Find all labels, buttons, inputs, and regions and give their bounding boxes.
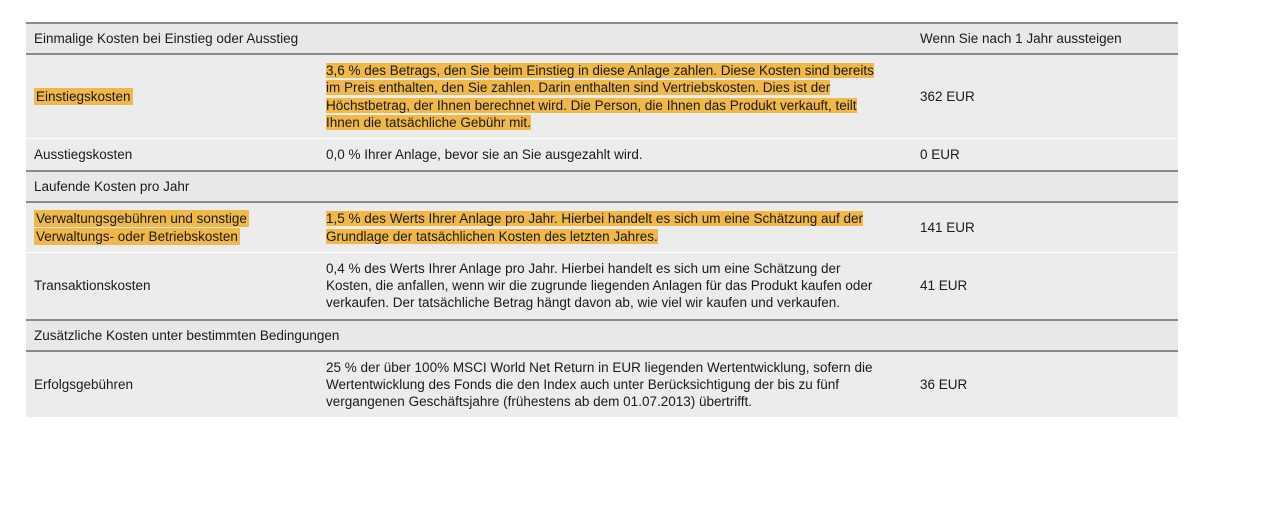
cost-item-label-text: Ausstiegskosten <box>34 147 133 163</box>
table-row <box>26 139 1178 172</box>
section-header-label: Zusätzliche Kosten unter bestimmten Bedingungen <box>26 320 1178 351</box>
section-header-label: Einmalige Kosten bei Einstieg oder Ausstieg <box>26 23 912 54</box>
section-header-period: Wenn Sie nach 1 Jahr aussteigen <box>912 23 1178 54</box>
cost-item-description-text: 1,5 % des Werts Ihrer Anlage pro Jahr. Hierbei handelt es sich um eine Schätzung auf der Grundlage der tatsächlichen Kosten des letzten Jahres. <box>326 211 864 244</box>
cost-item-description-text: 3,6 % des Betrags, den Sie beim Einstieg in diese Anlage zahlen. Diese Kosten sind bereits im Preis enthalten, den Sie zahlen. Darin enthalten sind Vertriebskosten. Dies ist der Höchstbetrag, der Ihnen berechnet wird. Die Person, die Ihnen das Produkt verkauft, teilt Ihnen die tatsächliche Gebühr mit. <box>326 63 874 130</box>
cost-item-description-text: 0,4 % des Werts Ihrer Anlage pro Jahr. Hierbei handelt es sich um eine Schätzung der Kosten, die anfallen, wenn wir die zugrunde liegenden Anlagen für das Produkt kaufen oder verkaufen. Der tatsächliche Betrag hängt davon ab, wie viel wir kaufen und verkaufen. <box>326 260 873 311</box>
cost-item-description <box>318 139 912 172</box>
cost-item-value <box>912 202 1178 252</box>
cost-item-label-text: Erfolgsgebühren <box>34 376 134 392</box>
cost-item-description <box>318 54 912 139</box>
cost-item-value-text: 141 EUR <box>920 219 975 235</box>
cost-item-value-text: 41 EUR <box>920 278 968 294</box>
cost-item-value-text: 362 EUR <box>920 88 975 104</box>
cost-item-value <box>912 252 1178 319</box>
section-header-row <box>26 171 1178 202</box>
cost-item-label <box>26 351 318 418</box>
cost-item-value <box>912 351 1178 418</box>
cost-item-label-text: Einstiegskosten <box>36 88 131 104</box>
cost-item-label <box>26 139 318 172</box>
cost-item-description <box>318 351 912 418</box>
cost-item-description-text: 0,0 % Ihrer Anlage, bevor sie an Sie ausgezahlt wird. <box>326 147 643 163</box>
cost-item-value <box>912 139 1178 172</box>
costs-table <box>26 22 1178 418</box>
table-row <box>26 202 1178 252</box>
table-row <box>26 252 1178 319</box>
cost-item-label-text: Verwaltungsgebühren und sonstige Verwaltungs- oder Betriebskosten <box>36 211 247 244</box>
cost-item-description <box>318 202 912 252</box>
table-row <box>26 351 1178 418</box>
cost-item-value <box>912 54 1178 139</box>
cost-item-value-text: 36 EUR <box>920 376 968 392</box>
costs-table-body <box>26 23 1178 418</box>
cost-item-label <box>26 252 318 319</box>
cost-item-description-text: 25 % der über 100% MSCI World Net Return in EUR liegenden Wertentwicklung, sofern die Wertentwicklung des Fonds die den Index auch unter Berücksichtigung der bis zu fünf vergangenen Geschäftsjahre (frühestens ab dem 01.07.2013) übertrifft. <box>326 359 873 410</box>
cost-item-value-text: 0 EUR <box>920 147 960 163</box>
section-header-label: Laufende Kosten pro Jahr <box>26 171 1178 202</box>
section-header-row <box>26 23 1178 54</box>
section-header-row <box>26 320 1178 351</box>
cost-item-label <box>26 54 318 139</box>
cost-item-description <box>318 252 912 319</box>
table-row <box>26 54 1178 139</box>
cost-item-label <box>26 202 318 252</box>
cost-item-label-text: Transaktionskosten <box>34 278 151 294</box>
